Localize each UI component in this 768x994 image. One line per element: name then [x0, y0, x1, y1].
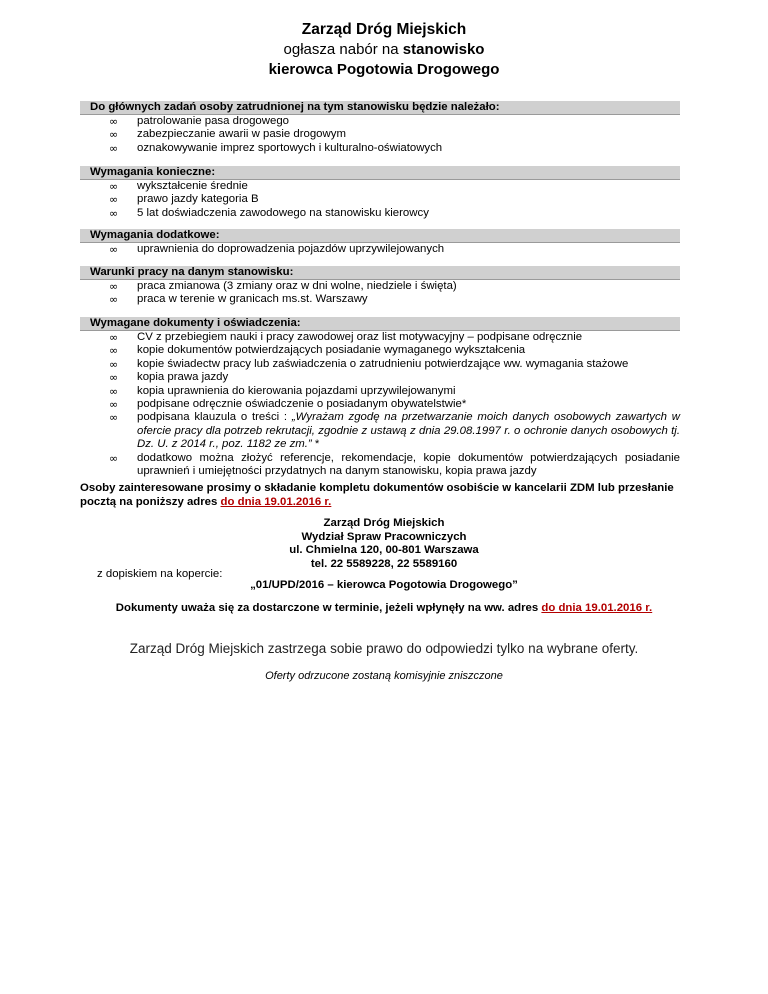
section-header: Wymagania dodatkowe: [80, 229, 680, 243]
section-duties [80, 101, 680, 155]
section-header: Do głównych zadań osoby zatrudnionej na tym stanowisku będzie należało: [80, 101, 680, 115]
reserve-note: Zarząd Dróg Miejskich zastrzega sobie prawo do odpowiedzi tylko na wybrane oferty. [129, 641, 639, 656]
mailing-address [0, 517, 768, 571]
infinity-bullet-icon: ∞ [109, 398, 119, 412]
envelope-code: „01/UPD/2016 – kierowca Pogotowia Drogowego” [250, 579, 518, 591]
list-item-clause: ∞ podpisana klauzula o treści : „Wyrażam zgodę na przetwarzanie moich danych osobowych zawartych w ofercie pracy dla potrzeb rekrutacji, zgodnie z ustawą z dnia 29.08.1997 r. o ochronie danych osobowych tj. Dz. U. z 2014 r., poz. 1182 ze zm.” * [109, 411, 680, 451]
list-item: ∞ kopia uprawnienia do kierowania pojazdami uprzywilejowanymi [109, 384, 456, 398]
infinity-bullet-icon: ∞ [109, 451, 119, 465]
list-item: ∞ praca zmianowa (3 zmiany oraz w dni wolne, niedziele i święta) [109, 280, 457, 293]
list-item: ∞ podpisane odręcznie oświadczenie o posiadanym obywatelstwie* [109, 398, 467, 412]
envelope-label: z dopiskiem na kopercie: [97, 568, 223, 580]
list-item: ∞ 5 lat doświadczenia zawodowego na stanowisku kierowcy [109, 206, 429, 220]
duties-list [80, 115, 680, 155]
list-item: ∞ prawo jazdy kategoria B [109, 193, 259, 207]
list-item: ∞ CV z przebiegiem nauki i pracy zawodowej oraz list motywacyjny – podpisane odręcznie [109, 331, 583, 344]
position-title: kierowca Pogotowia Drogowego [268, 61, 500, 78]
section-required [80, 166, 680, 220]
rejected-note: Oferty odrzucone zostaną komisyjnie zniszczone [265, 670, 503, 682]
documents-list [80, 331, 680, 478]
section-additional [80, 229, 680, 256]
address-line: ul. Chmielna 120, 00-801 Warszawa [289, 544, 479, 557]
announce-line: ogłasza nabór na stanowisko [283, 41, 485, 58]
infinity-bullet-icon: ∞ [109, 344, 119, 358]
required-list [80, 180, 680, 220]
infinity-bullet-icon: ∞ [109, 243, 119, 256]
deadline-date: do dnia 19.01.2016 r. [541, 602, 653, 614]
conditions-list [80, 280, 680, 307]
infinity-bullet-icon: ∞ [109, 293, 119, 307]
list-item: ∞ kopia prawa jazdy [109, 371, 229, 385]
infinity-bullet-icon: ∞ [109, 115, 119, 128]
title-block [0, 20, 768, 80]
list-item: ∞ uprawnienia do doprowadzenia pojazdów uprzywilejowanych [109, 243, 445, 256]
infinity-bullet-icon: ∞ [109, 280, 119, 293]
list-item: ∞ patrolowanie pasa drogowego [109, 115, 289, 128]
section-header: Warunki pracy na danym stanowisku: [80, 266, 680, 280]
submission-deadline: do dnia 19.01.2016 r. [220, 496, 332, 508]
submission-instructions: Osoby zainteresowane prosimy o składanie kompletu dokumentów osobiście w kancelarii ZDM lub przesłanie pocztą na poniższy adres do dnia 19.01.2016 r. [80, 482, 674, 508]
infinity-bullet-icon: ∞ [109, 180, 119, 193]
infinity-bullet-icon: ∞ [109, 141, 119, 155]
list-item: ∞ kopie świadectw pracy lub zaświadczenia o zatrudnieniu potwierdzające ww. wymagania stażowe [109, 357, 629, 371]
address-line: Zarząd Dróg Miejskich [323, 517, 445, 529]
list-item: ∞ oznakowywanie imprez sportowych i kulturalno-oświatowych [109, 141, 443, 155]
infinity-bullet-icon: ∞ [109, 411, 119, 425]
infinity-bullet-icon: ∞ [109, 384, 119, 398]
address-line: Wydział Spraw Pracowniczych [301, 530, 467, 543]
infinity-bullet-icon: ∞ [109, 193, 119, 207]
org-title: Zarząd Dróg Miejskich [301, 21, 467, 38]
infinity-bullet-icon: ∞ [109, 128, 119, 142]
list-item: ∞ kopie dokumentów potwierdzających posiadanie wymaganego wykształcenia [109, 344, 526, 358]
section-conditions [80, 266, 680, 307]
additional-list [80, 243, 680, 256]
infinity-bullet-icon: ∞ [109, 206, 119, 220]
section-header: Wymagania konieczne: [80, 166, 680, 180]
address-line: tel. 22 5589228, 22 5589160 [310, 557, 458, 570]
infinity-bullet-icon: ∞ [109, 357, 119, 371]
list-item: ∞ dodatkowo można złożyć referencje, rekomendacje, kopie dokumentów potwierdzających posiadanie uprawnień i umiejętności przydatnych na danym stanowisku, kopia prawa jazdy [109, 451, 680, 478]
list-item: ∞ zabezpieczanie awarii w pasie drogowym [109, 128, 346, 142]
list-item: ∞ wykształcenie średnie [109, 180, 248, 193]
section-documents [80, 317, 680, 478]
deadline-note: Dokumenty uważa się za dostarczone w terminie, jeżeli wpłynęły na ww. adres do dnia 19.01.2016 r. [115, 602, 653, 614]
list-item: ∞ praca w terenie w granicach ms.st. Warszawy [109, 293, 368, 307]
section-header: Wymagane dokumenty i oświadczenia: [80, 317, 680, 331]
infinity-bullet-icon: ∞ [109, 371, 119, 385]
infinity-bullet-icon: ∞ [109, 331, 119, 344]
